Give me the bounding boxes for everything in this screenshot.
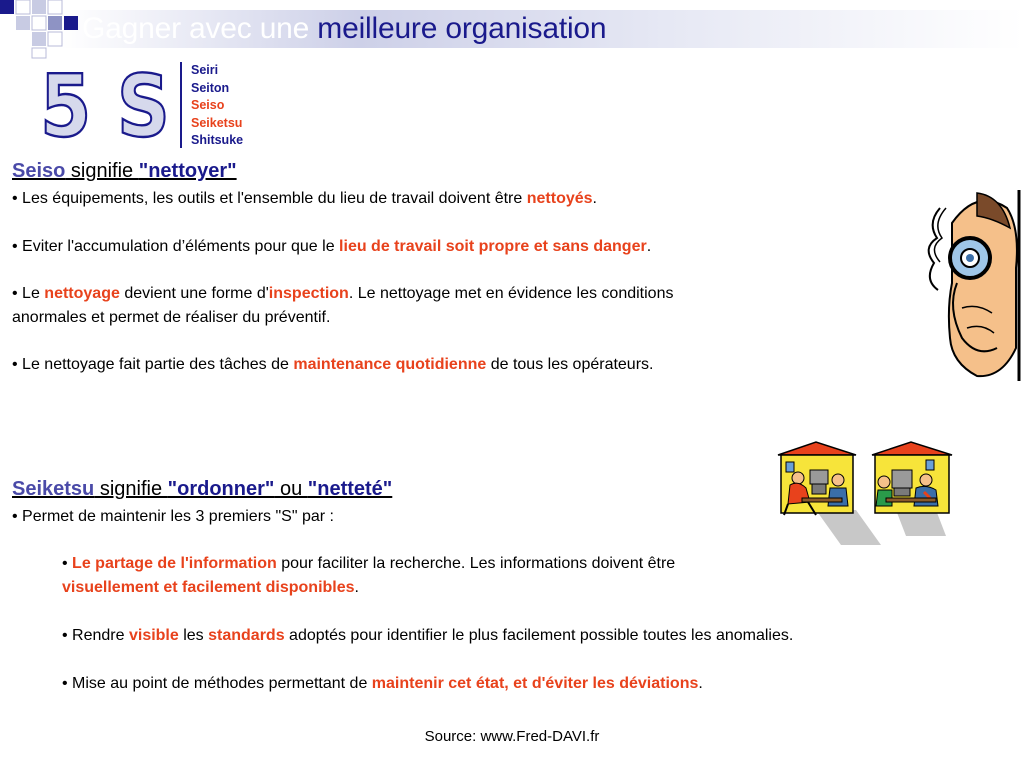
page-title: Gagner avec une meilleure organisation [82,12,607,45]
s-item-seiri: Seiri [191,63,219,77]
s-item-seiton: Seiton [191,80,230,95]
s-item-shitsuke: Shitsuke [191,133,244,147]
seiketsu-sub-3: • Mise au point de méthodes permettant de maintenir cet état, et d'éviter les déviations. [62,675,703,692]
office-workers-icon [776,440,956,548]
five-s-label: 5 S [40,57,170,157]
s-item-seiso: Seiso [191,98,225,112]
five-s-list [191,62,243,150]
decorative-squares-icon [0,0,80,60]
detective-magnifier-icon [922,188,1022,383]
seiso-bullet-1: • Les équipements, les outils et l'ensemble du lieu de travail doivent être nettoyés. [12,190,597,207]
seiso-bullet-3: • Le nettoyage devient une forme d'inspection. Le nettoyage met en évidence les conditions anormales et permet de réaliser du préventif. [12,285,674,326]
source-footer: Source: www.Fred-DAVI.fr [424,728,600,745]
seiketsu-sub-2: • Rendre visible les standards adoptés pour identifier le plus facilement possible toutes les anomalies. [62,627,794,644]
seiketsu-intro: • Permet de maintenir les 3 premiers "S" par : [12,508,334,525]
s-item-seiketsu: Seiketsu [191,115,243,130]
seiketsu-heading: Seiketsu signifie "ordonner" ou "netteté" [12,478,393,500]
five-s-logo [40,57,175,157]
seiso-heading: Seiso signifie "nettoyer" [12,160,237,182]
seiso-bullet-4: • Le nettoyage fait partie des tâches de maintenance quotidienne de tous les opérateurs. [12,356,654,373]
divider [180,62,182,148]
seiso-bullet-2: • Eviter l'accumulation d’éléments pour que le lieu de travail soit propre et sans danger. [12,238,652,255]
seiketsu-sub-1: • Le partage de l'information pour faciliter la recherche. Les informations doivent être visuellement et facilement disponibles. [62,555,676,596]
